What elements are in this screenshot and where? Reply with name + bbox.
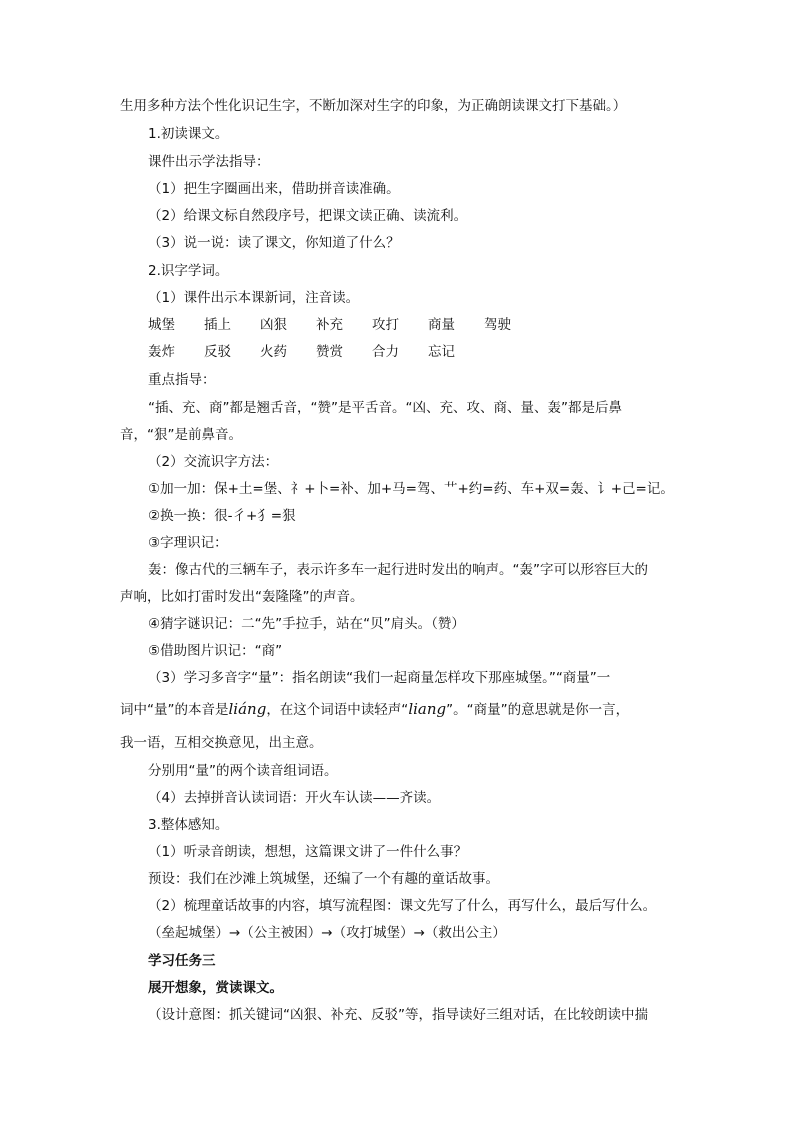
vocab-word: 反驳 <box>204 344 231 360</box>
list-item: ③字理识记： <box>148 535 228 551</box>
paragraph-line: 我一语，互相交换意见，出主意。 <box>120 735 323 751</box>
vocab-word: 轰炸 <box>148 344 175 360</box>
paragraph-line: 生用多种方法个性化识记生字，不断加深对生字的印象，为正确朗读课文打下基础。） <box>120 98 627 114</box>
text-segment: ，在这个词语中读轻声“ <box>266 702 409 718</box>
vocab-word: 攻打 <box>372 317 399 333</box>
paragraph-line <box>120 699 629 720</box>
list-item: ⑤借助图片识记：“商” <box>148 643 283 659</box>
vocab-word: 赞赏 <box>316 344 343 360</box>
list-item: （1）听录音朗读，想想，这篇课文讲了一件什么事？ <box>148 844 468 860</box>
list-item: ④猜字谜识记：二“先”手拉手，站在“贝”肩头。（赞） <box>148 616 465 632</box>
paragraph-line: 分别用“量”的两个读音组词语。 <box>148 763 338 779</box>
pinyin-text: liang <box>408 700 447 718</box>
list-item: （2）给课文标自然段序号，把课文读正确、读流利。 <box>148 208 468 224</box>
paragraph-line: 声响，比如打雷时发出“轰隆隆”的声音。 <box>120 589 364 605</box>
vocab-word: 凶狠 <box>260 317 287 333</box>
paragraph-line: 音，“狠”是前鼻音。 <box>120 427 242 443</box>
list-item: ①加一加：保+土=堡、礻+卜=补、加+马=驾、艹+约=药、车+双=轰、讠+己=记。 <box>148 481 674 497</box>
list-item: （3）说一说：读了课文，你知道了什么？ <box>148 235 400 251</box>
vocab-word: 插上 <box>204 317 231 333</box>
section-heading: 2.识字学词。 <box>148 263 229 279</box>
list-item: ②换一换：很-彳+犭=狠 <box>148 508 296 524</box>
flow-chart-line: （垒起城堡）→（公主被困）→（攻打城堡）→（救出公主） <box>148 925 506 941</box>
paragraph-line: 预设：我们在沙滩上筑城堡，还编了一个有趣的童话故事。 <box>148 871 499 887</box>
text-segment: 词中“量”的本音是 <box>120 702 229 718</box>
list-item: （1）课件出示本课新词，注音读。 <box>148 290 360 306</box>
paragraph-line: （设计意图：抓关键词“凶狠、补充、反驳”等，指导读好三组对话，在比较朗读中揣 <box>148 1007 648 1023</box>
paragraph-line: 轰：像古代的三辆车子，表示许多车一起行进时发出的响声。“轰”字可以形容巨大的 <box>148 562 648 578</box>
vocab-word: 商量 <box>428 317 455 333</box>
list-item: （2）交流识字方法： <box>148 454 279 470</box>
task-heading: 学习任务三 <box>148 953 216 969</box>
word-row <box>148 315 540 335</box>
vocab-word: 驾驶 <box>484 317 511 333</box>
section-heading: 3.整体感知。 <box>148 817 229 833</box>
list-item: （4）去掉拼音认读词语：开火车认读——齐读。 <box>148 790 441 806</box>
pinyin-text: liáng <box>228 700 267 718</box>
vocab-word: 火药 <box>260 344 287 360</box>
task-subheading: 展开想象，赏读课文。 <box>148 980 283 996</box>
paragraph-line: “插、充、商”都是翘舌音，“赞”是平舌音。“凶、充、攻、商、量、轰”都是后鼻 <box>148 400 622 416</box>
section-heading: 1.初读课文。 <box>148 126 229 142</box>
vocab-word: 合力 <box>372 344 399 360</box>
paragraph-line: 课件出示学法指导： <box>148 154 270 170</box>
paragraph-line: （3）学习多音字“量”：指名朗读“我们一起商量怎样攻下那座城堡。”“商量”一 <box>148 670 611 686</box>
text-segment: ”。“商量”的意思就是你一言， <box>446 702 630 718</box>
vocab-word: 补充 <box>316 317 343 333</box>
list-item: （1）把生字圈画出来，借助拼音读准确。 <box>148 181 400 197</box>
paragraph-line: 重点指导： <box>148 372 216 388</box>
list-item: （2）梳理童话故事的内容，填写流程图：课文先写了什么，再写什么，最后写什么。 <box>148 898 657 914</box>
vocab-word: 忘记 <box>428 344 455 360</box>
vocab-word: 城堡 <box>148 317 175 333</box>
word-row <box>148 342 484 362</box>
